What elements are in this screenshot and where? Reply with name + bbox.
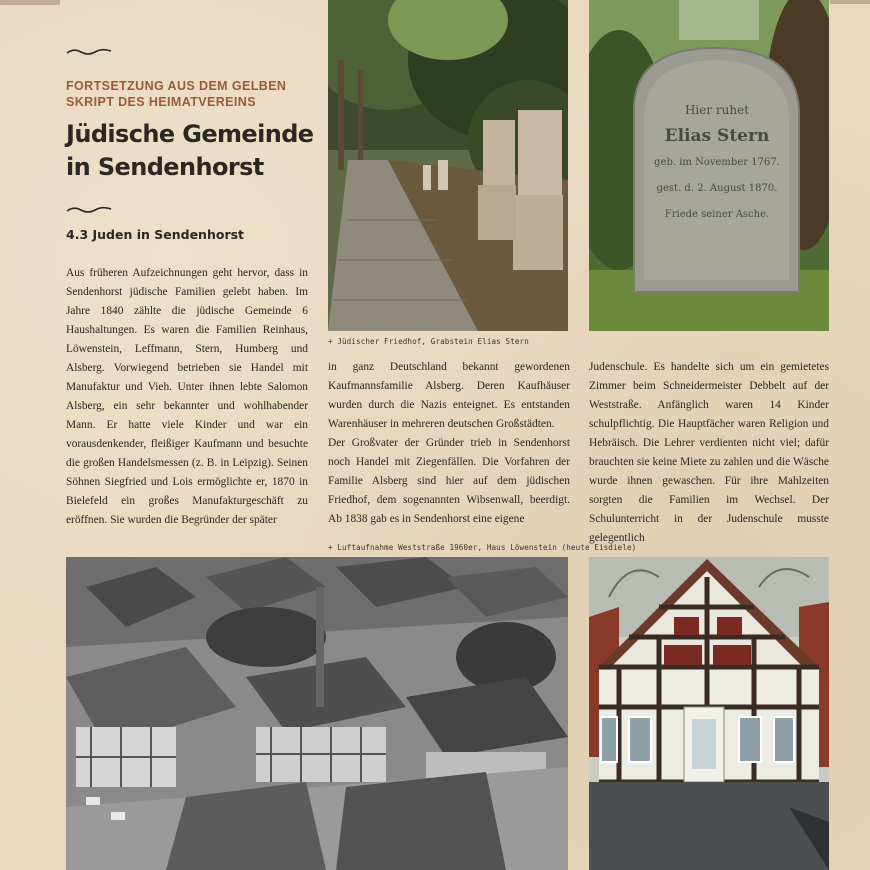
title-line-2: in Sendenhorst <box>66 153 264 181</box>
page-title <box>66 118 326 184</box>
tape-strip-right <box>830 0 870 4</box>
photo-gravestone <box>589 0 829 331</box>
inscription-line: Hier ruhet <box>684 103 750 117</box>
inscription-line: gest. d. 2. August 1870. <box>656 183 778 194</box>
body-paragraph: in ganz Deutschland bekannt gewordenen Kaufmannsfamilie Alsberg. Deren Kaufhäuser wurden durch die Nazis enteignet. Es entstanden Warenhäuser in mehreren deutschen Großstädten. <box>328 361 570 430</box>
body-column-3 <box>589 358 829 548</box>
inscription-line: Friede seiner Asche. <box>664 209 770 220</box>
inscription-line: geb. im November 1767. <box>654 157 780 168</box>
photo-cemetery-path <box>328 0 568 331</box>
photo-haus-loewenstein <box>589 557 829 870</box>
swash-ornament-middle <box>66 205 112 215</box>
caption-cemetery: + Jüdischer Friedhof, Grabstein Elias Stern <box>328 337 529 346</box>
photo-aerial-weststrasse <box>66 557 568 870</box>
inscription-line: Elias Stern <box>664 126 770 146</box>
body-column-1 <box>66 264 308 530</box>
kicker-line-1: FORTSETZUNG AUS DEM GELBEN <box>66 79 287 93</box>
kicker-heading <box>66 78 316 110</box>
section-subheading: 4.3 Juden in Sendenhorst <box>66 227 245 242</box>
tape-strip-left <box>0 0 60 5</box>
kicker-line-2: SKRIPT DES HEIMATVEREINS <box>66 95 256 109</box>
swash-ornament-top <box>66 47 112 57</box>
gravestone-inscription <box>639 98 795 228</box>
title-line-1: Jüdische Gemeinde <box>66 120 314 148</box>
body-paragraph: Der Großvater der Gründer trieb in Sendenhorst noch Handel mit Ziegenfällen. Die Vorfahren der Familie Alsberg sind hier auf dem jüdischen Friedhof, dem sogenannten Wibsenwall, beerdigt. Ab 1838 gab es in Sendenhorst eine eigene <box>328 437 570 525</box>
body-paragraph: Judenschule. Es handelte sich um ein gemietetes Zimmer beim Schneidermeister Debbelt auf der Weststraße. Anfänglich waren 14 Kinder schulpflichtig. Die Hauptfächer waren Religion und Hebräisch. Die Lehrer verdienten nicht viel; dafür brauchten sie keine Miete zu zahlen und die Wäsche wurde ihnen gewaschen. Für ihre Mahlzeiten sorgten die Familien im Wechsel. Der Schulunterricht in der Judenschule musste gelegentlich <box>589 361 829 544</box>
body-column-2 <box>328 358 570 529</box>
caption-aerial: + Luftaufnahme Weststraße 1960er, Haus Löwenstein (heute Eisdiele) <box>328 543 637 552</box>
body-paragraph: Aus früheren Aufzeichnungen geht hervor, dass in Sendenhorst jüdische Familien gelebt haben. Im Jahre 1840 zählte die jüdische Gemeinde 6 Haushaltungen. Es waren die Familien Reinhaus, Löwenstein, Leffmann, Stern, Humberg und Alsberg. Vorwiegend betrieben sie Handel mit Manufaktur und Vieh. Unter ihnen lebte Salomon Alsberg, ein sehr bekannter und wohlhabender Mann. Er hatte viele Kinder und war ein vorausdenkender, fleißiger Kaufmann und besuchte die großen Handelsmessen (z. B. in Leipzig). Seinen Söhnen Siegfried und Lois ermöglichte er, 1870 in Bielefeld ein großes Manufakturgeschäft zu eröffnen. Sie wurden die Begründer der später <box>66 267 308 526</box>
